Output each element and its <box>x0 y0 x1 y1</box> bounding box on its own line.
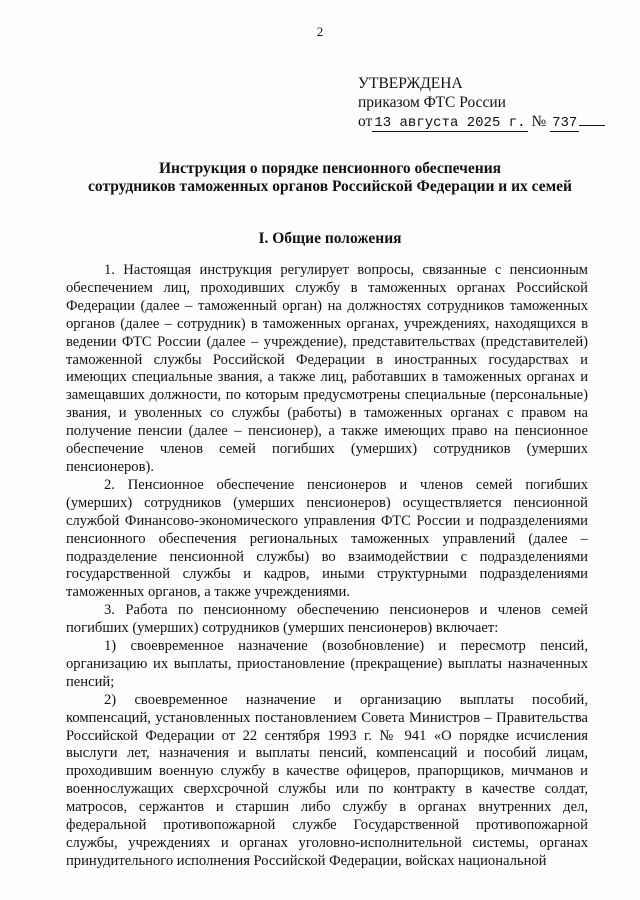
paragraph-2: 2. Пенсионное обеспечение пенсионеров и членов семей погибших (умерших) сотрудников (умерших пенсионеров) осуществляется пенсионной службой Финансово-экономического управления ФТС России и подразделениями пенсионного обеспечения региональных таможенных управлений (далее – подразделение пенсионной службы) во взаимодействии с подразделениями государственной службы и кадров, иными структурными подразделениями таможенных органов, а также учреждениями. <box>66 476 588 601</box>
paragraph-3-item-2: 2) своевременное назначение и организацию выплаты пособий, компенсаций, установленных постановлением Совета Министров – Правительства Российской Федерации от 22 сентября 1993 г. № 941 «О порядке исчисления выслуги лет, назначения и выплаты пенсий, компенсаций и пособий лицам, проходившим военную службу в качестве офицеров, прапорщиков, мичманов и военнослужащих сверхсрочной службы или по контракту в качестве солдат, матросов, сержантов и старшин либо службу в органах внутренних дел, федеральной противопожарной службе Государственной противопожарной службы, учреждениях и органах уголовно-исполнительной системы, органах принудительного исполнения Российской Федерации, войсках национальной <box>66 691 588 869</box>
paragraph-1: 1. Настоящая инструкция регулирует вопросы, связанные с пенсионным обеспечением лиц, проходивших службу в таможенных органах Российской Федерации (далее – таможенный орган) на должностях сотрудников таможенных органов (далее – сотрудник) в таможенных органах, учреждениях, находящихся в ведении ФТС России (далее – учреждение), представительствах (представителей) таможенной службы Российской Федерации в иностранных государствах и имеющих специальные звания, а также лиц, работавших в таможенных органах и замещавших должности, по которым предусмотрены специальные (персональные) звания, и уволенных со службы (работы) в таможенных органах с правом на получение пенсии (далее – пенсионер), а также имеющих право на пенсионное обеспечение членов семей погибших (умерших) сотрудников (умерших пенсионеров). <box>66 262 588 475</box>
approval-number-value: 737 <box>552 115 578 131</box>
approval-date-line <box>358 112 605 133</box>
section-heading: I. Общие положения <box>258 230 402 247</box>
approval-stamp <box>358 74 605 133</box>
approval-order-line: приказом ФТС России <box>358 94 506 111</box>
page-number: 2 <box>316 24 324 39</box>
document-title-line-1: Инструкция о порядке пенсионного обеспечения <box>158 160 502 177</box>
approval-number-prefix: № <box>531 113 547 130</box>
paragraph-3-item-1: 1) своевременное назначение (возобновление) и пересмотр пенсий, организацию их выплаты, приостановление (прекращение) выплаты назначенных пенсий; <box>66 638 588 690</box>
approval-number-underline <box>579 125 605 126</box>
document-title-line-2: сотрудников таможенных органов Российской Федерации и их семей <box>88 178 572 195</box>
approval-heading: УТВЕРЖДЕНА <box>358 75 463 92</box>
document-title <box>70 160 590 196</box>
approval-date-value: 13 августа 2025 г. <box>374 115 526 131</box>
paragraph-3: 3. Работа по пенсионному обеспечению пенсионеров и членов семей погибших (умерших) сотрудников (умерших пенсионеров) включает: <box>66 602 588 637</box>
document-body <box>66 262 588 871</box>
approval-date-prefix: от <box>358 113 373 130</box>
